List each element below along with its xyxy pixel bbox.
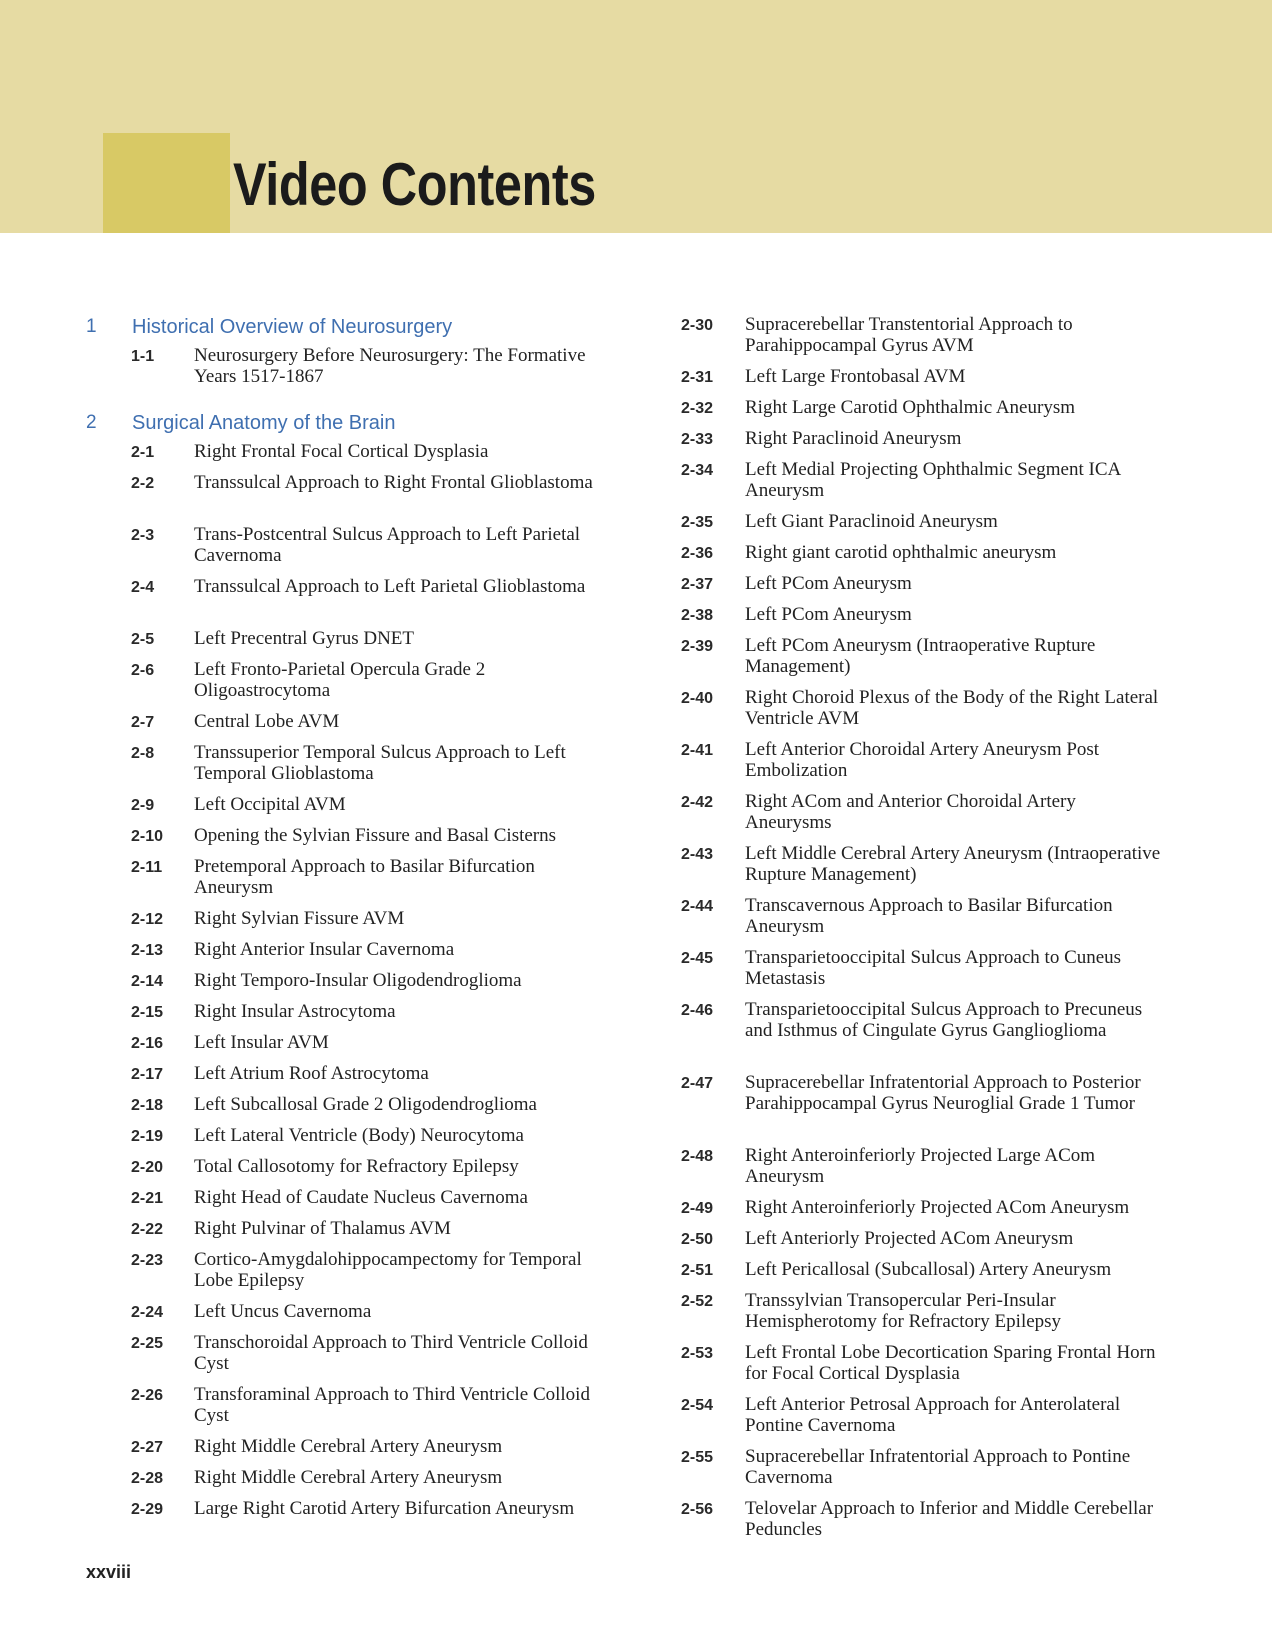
video-title[interactable]: Right Anteroinferiorly Projected ACom Aneurysm [745, 1197, 1130, 1218]
video-number: 2-51 [681, 1262, 714, 1279]
video-number: 2-38 [681, 607, 714, 624]
video-title[interactable]: Right Anterior Insular Cavernoma [194, 939, 455, 960]
video-number: 2-12 [131, 911, 164, 928]
video-number: 2-40 [681, 690, 714, 707]
video-title[interactable]: Left Anterior Petrosal Approach for Anterolateral Pontine Cavernoma [745, 1394, 1121, 1436]
video-title[interactable]: Right ACom and Anterior Choroidal Artery Aneurysms [745, 791, 1076, 833]
video-number: 2-41 [681, 742, 714, 759]
chapter-title[interactable]: Surgical Anatomy of the Brain [132, 412, 396, 434]
video-number: 2-28 [131, 1470, 164, 1487]
video-title[interactable]: Central Lobe AVM [194, 711, 340, 732]
video-title[interactable]: Right Insular Astrocytoma [194, 1001, 396, 1022]
video-number: 2-32 [681, 400, 714, 417]
video-title[interactable]: Right giant carotid ophthalmic aneurysm [745, 542, 1057, 563]
video-title[interactable]: Right Sylvian Fissure AVM [194, 908, 405, 929]
video-number: 2-22 [131, 1221, 164, 1238]
video-title[interactable]: Transsuperior Temporal Sulcus Approach to Left Temporal Glioblastoma [194, 742, 566, 784]
video-title[interactable]: Right Pulvinar of Thalamus AVM [194, 1218, 451, 1239]
video-number: 2-52 [681, 1293, 714, 1310]
video-title[interactable]: Right Middle Cerebral Artery Aneurysm [194, 1436, 503, 1457]
video-number: 2-39 [681, 638, 714, 655]
video-title[interactable]: Left Occipital AVM [194, 794, 346, 815]
video-title[interactable]: Left Middle Cerebral Artery Aneurysm (Intraoperative Rupture Management) [745, 843, 1161, 885]
video-number: 2-44 [681, 898, 714, 915]
video-number: 2-15 [131, 1004, 164, 1021]
video-number: 2-3 [131, 527, 155, 544]
video-number: 2-27 [131, 1439, 164, 1456]
toc-entry-2-42[interactable] [0, 791, 1272, 843]
video-title[interactable]: Transparietooccipital Sulcus Approach to Precuneus and Isthmus of Cingulate Gyrus Ganglioglioma [745, 999, 1143, 1041]
video-number: 2-26 [131, 1387, 164, 1404]
video-title[interactable]: Right Head of Caudate Nucleus Cavernoma [194, 1187, 528, 1208]
toc-entry-2-48[interactable] [0, 1145, 1272, 1197]
video-title[interactable]: Left Anterior Choroidal Artery Aneurysm Post Embolization [745, 739, 1100, 781]
toc-entry-2-50[interactable] [0, 1228, 1272, 1259]
toc-entry-2-52[interactable] [0, 1290, 1272, 1342]
video-title[interactable]: Left Uncus Cavernoma [194, 1301, 372, 1322]
video-title[interactable]: Left Large Frontobasal AVM [745, 366, 966, 387]
video-number: 2-19 [131, 1128, 164, 1145]
video-title[interactable]: Pretemporal Approach to Basilar Bifurcation Aneurysm [194, 856, 535, 898]
video-title[interactable]: Neurosurgery Before Neurosurgery: The Formative Years 1517-1867 [194, 345, 586, 387]
video-number: 2-34 [681, 462, 714, 479]
video-number: 2-18 [131, 1097, 164, 1114]
video-number: 2-24 [131, 1304, 164, 1321]
chapter-number: 1 [86, 316, 97, 337]
video-title[interactable]: Right Large Carotid Ophthalmic Aneurysm [745, 397, 1075, 418]
video-title[interactable]: Trans-Postcentral Sulcus Approach to Left Parietal Cavernoma [194, 524, 581, 566]
video-number: 2-10 [131, 828, 164, 845]
toc-entry-2-33[interactable] [0, 428, 1272, 459]
video-number: 2-33 [681, 431, 714, 448]
video-title[interactable]: Right Paraclinoid Aneurysm [745, 428, 962, 449]
video-number: 2-29 [131, 1501, 164, 1518]
video-number: 2-16 [131, 1035, 164, 1052]
video-title[interactable]: Left PCom Aneurysm [745, 604, 912, 625]
video-title[interactable]: Transforaminal Approach to Third Ventricle Colloid Cyst [194, 1384, 590, 1426]
video-number: 2-6 [131, 662, 155, 679]
toc-entry-2-55[interactable] [0, 1446, 1272, 1498]
video-number: 2-42 [681, 794, 714, 811]
video-number: 2-43 [681, 846, 714, 863]
video-number: 2-13 [131, 942, 164, 959]
video-title[interactable]: Left Anteriorly Projected ACom Aneurysm [745, 1228, 1074, 1249]
toc-entry-2-49[interactable] [0, 1197, 1272, 1228]
toc-entry-2-45[interactable] [0, 947, 1272, 999]
video-title[interactable]: Right Temporo-Insular Oligodendroglioma [194, 970, 522, 991]
video-number: 2-49 [681, 1200, 714, 1217]
video-number: 2-48 [681, 1148, 714, 1165]
toc-entry-2-36[interactable] [0, 542, 1272, 573]
video-title[interactable]: Right Anteroinferiorly Projected Large ACom Aneurysm [745, 1145, 1096, 1187]
video-title[interactable]: Left Frontal Lobe Decortication Sparing Frontal Horn for Focal Cortical Dysplasia [745, 1342, 1156, 1384]
video-number: 2-31 [681, 369, 714, 386]
video-title[interactable]: Right Middle Cerebral Artery Aneurysm [194, 1467, 503, 1488]
toc-entry-2-35[interactable] [0, 511, 1272, 542]
toc-entry-2-30[interactable] [0, 314, 1272, 366]
toc-entry-2-51[interactable] [0, 1259, 1272, 1290]
video-number: 2-9 [131, 797, 155, 814]
toc-entry-2-47[interactable] [0, 1072, 1272, 1145]
chapter-number: 2 [86, 412, 97, 433]
chapter-title[interactable]: Historical Overview of Neurosurgery [132, 316, 453, 338]
video-number: 2-7 [131, 714, 155, 731]
toc-entry-2-44[interactable] [0, 895, 1272, 947]
video-number: 2-37 [681, 576, 714, 593]
video-title[interactable]: Left Subcallosal Grade 2 Oligodendroglioma [194, 1094, 537, 1115]
video-title[interactable]: Left Precentral Gyrus DNET [194, 628, 415, 649]
video-number: 2-56 [681, 1501, 714, 1518]
toc-entry-2-39[interactable] [0, 635, 1272, 687]
video-title[interactable]: Left Pericallosal (Subcallosal) Artery Aneurysm [745, 1259, 1112, 1280]
video-title[interactable]: Left Medial Projecting Ophthalmic Segment ICA Aneurysm [745, 459, 1121, 501]
video-title[interactable]: Cortico-Amygdalohippocampectomy for Temporal Lobe Epilepsy [194, 1249, 582, 1291]
video-title[interactable]: Transchoroidal Approach to Third Ventricle Colloid Cyst [194, 1332, 588, 1374]
video-title[interactable]: Left Insular AVM [194, 1032, 329, 1053]
page-number: xxviii [86, 1562, 132, 1582]
video-title[interactable]: Transcavernous Approach to Basilar Bifurcation Aneurysm [745, 895, 1113, 937]
video-title[interactable]: Left Lateral Ventricle (Body) Neurocytoma [194, 1125, 524, 1146]
page-title: Video Contents [233, 151, 596, 218]
video-title[interactable]: Left Giant Paraclinoid Aneurysm [745, 511, 998, 532]
video-title[interactable]: Opening the Sylvian Fissure and Basal Cisterns [194, 825, 557, 846]
video-number: 2-35 [681, 514, 714, 531]
video-number: 2-20 [131, 1159, 164, 1176]
toc-right-column [0, 314, 1272, 1550]
toc-entry-2-41[interactable] [0, 739, 1272, 791]
video-number: 2-36 [681, 545, 714, 562]
video-number: 2-14 [131, 973, 164, 990]
toc-entry-2-54[interactable] [0, 1394, 1272, 1446]
video-title[interactable]: Left Fronto-Parietal Opercula Grade 2 Oligoastrocytoma [194, 659, 486, 701]
toc-entry-2-46[interactable] [0, 999, 1272, 1072]
video-number: 2-23 [131, 1252, 164, 1269]
video-number: 2-4 [131, 579, 155, 596]
video-title[interactable]: Telovelar Approach to Inferior and Middle Cerebellar Peduncles [745, 1498, 1154, 1540]
toc-entry-2-32[interactable] [0, 397, 1272, 428]
video-number: 2-54 [681, 1397, 714, 1414]
video-title[interactable]: Transsulcal Approach to Right Frontal Glioblastoma [194, 472, 593, 493]
video-number: 2-50 [681, 1231, 714, 1248]
toc-entry-2-40[interactable] [0, 687, 1272, 739]
video-number: 1-1 [131, 348, 155, 365]
video-number: 2-30 [681, 317, 714, 334]
video-number: 2-2 [131, 475, 155, 492]
video-number: 2-47 [681, 1075, 714, 1092]
video-number: 2-21 [131, 1190, 164, 1207]
toc-entry-2-53[interactable] [0, 1342, 1272, 1394]
video-number: 2-55 [681, 1449, 714, 1466]
video-number: 2-53 [681, 1345, 714, 1362]
video-title[interactable]: Supracerebellar Infratentorial Approach to Pontine Cavernoma [745, 1446, 1131, 1488]
toc-entry-2-34[interactable] [0, 459, 1272, 511]
video-number: 2-11 [131, 859, 163, 876]
video-number: 2-17 [131, 1066, 164, 1083]
toc-entry-2-56[interactable] [0, 1498, 1272, 1550]
toc-entry-2-31[interactable] [0, 366, 1272, 397]
video-title[interactable]: Transsylvian Transopercular Peri-Insular Hemispherotomy for Refractory Epilepsy [745, 1290, 1062, 1332]
video-number: 2-5 [131, 631, 155, 648]
video-title[interactable]: Total Callosotomy for Refractory Epilepsy [194, 1156, 519, 1177]
video-title[interactable]: Right Frontal Focal Cortical Dysplasia [194, 441, 489, 462]
video-title[interactable]: Left PCom Aneurysm (Intraoperative Rupture Management) [745, 635, 1096, 677]
video-title[interactable]: Left PCom Aneurysm [745, 573, 912, 594]
video-title[interactable]: Supracerebellar Transtentorial Approach to Parahippocampal Gyrus AVM [745, 314, 1073, 356]
toc-entry-2-43[interactable] [0, 843, 1272, 895]
video-title[interactable]: Right Choroid Plexus of the Body of the Right Lateral Ventricle AVM [745, 687, 1159, 729]
video-number: 2-25 [131, 1335, 164, 1352]
video-number: 2-8 [131, 745, 155, 762]
toc-entry-2-37[interactable] [0, 573, 1272, 604]
toc-entry-2-38[interactable] [0, 604, 1272, 635]
video-title[interactable]: Transsulcal Approach to Left Parietal Glioblastoma [194, 576, 586, 597]
video-number: 2-1 [131, 444, 155, 461]
header-accent-block [103, 133, 230, 233]
video-title[interactable]: Supracerebellar Infratentorial Approach to Posterior Parahippocampal Gyrus Neuroglial Grade 1 Tumor [745, 1072, 1141, 1114]
video-title[interactable]: Left Atrium Roof Astrocytoma [194, 1063, 429, 1084]
video-number: 2-46 [681, 1002, 714, 1019]
video-title[interactable]: Transparietooccipital Sulcus Approach to Cuneus Metastasis [745, 947, 1122, 989]
video-title[interactable]: Large Right Carotid Artery Bifurcation Aneurysm [194, 1498, 575, 1519]
video-number: 2-45 [681, 950, 714, 967]
